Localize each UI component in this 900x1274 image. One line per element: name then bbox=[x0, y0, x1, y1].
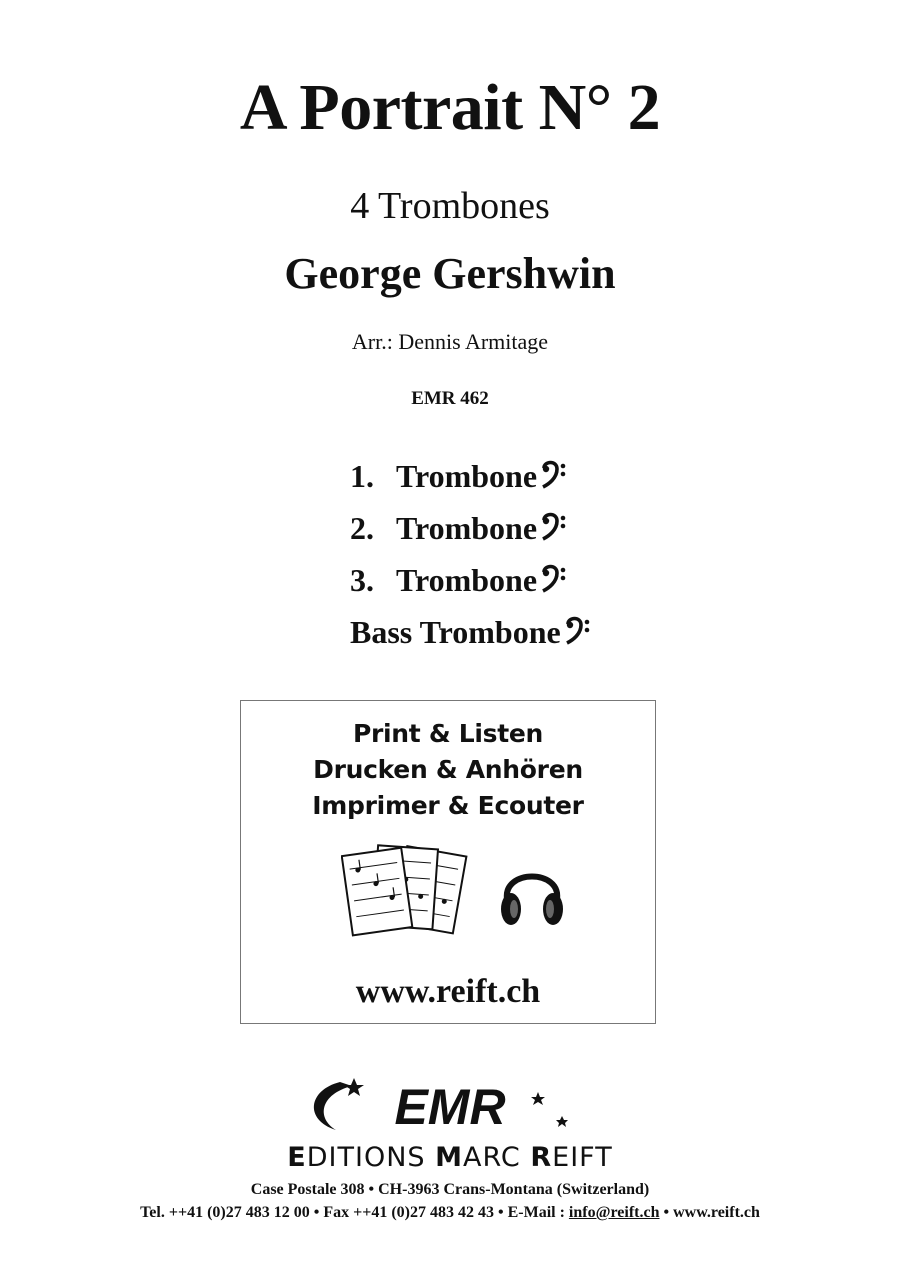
sheet-music-icon bbox=[341, 841, 475, 941]
emr-logo bbox=[300, 1072, 590, 1140]
print-listen-box bbox=[240, 700, 656, 1024]
part-name: Bass Trombone bbox=[350, 614, 561, 650]
part-item bbox=[350, 614, 591, 651]
part-item bbox=[350, 510, 567, 547]
promo-line-de: Drucken & Anhören bbox=[313, 755, 583, 784]
email-link[interactable]: info@reift.ch bbox=[568, 1204, 660, 1221]
star-icon bbox=[531, 1092, 545, 1105]
part-number: 3. bbox=[350, 562, 374, 598]
part-name: Trombone bbox=[396, 458, 538, 494]
part-item bbox=[350, 458, 567, 495]
bass-clef-icon bbox=[541, 563, 567, 593]
publisher-address: Case Postale 308 • CH-3963 Crans-Montana (Switzerland) bbox=[250, 1181, 650, 1198]
svg-text:EMR: EMR bbox=[394, 1079, 506, 1135]
part-name: Trombone bbox=[396, 510, 538, 546]
part-number: 1. bbox=[350, 458, 374, 494]
publisher-contact: Tel. ++41 (0)27 483 12 00 • Fax ++41 (0)27 483 42 43 • E-Mail : info@reift.ch • www.reift.ch bbox=[140, 1204, 760, 1221]
bass-clef-icon bbox=[541, 459, 567, 489]
star-icon bbox=[556, 1116, 568, 1127]
bass-clef-icon bbox=[565, 615, 591, 645]
composer: George Gershwin bbox=[284, 249, 616, 298]
bass-clef-icon bbox=[541, 511, 567, 541]
headphones-icon bbox=[497, 855, 567, 931]
promo-line-fr: Imprimer & Ecouter bbox=[312, 791, 584, 820]
promo-line-en: Print & Listen bbox=[352, 719, 544, 748]
instrumentation: 4 Trombones bbox=[350, 185, 550, 227]
website-link[interactable]: www.reift.ch bbox=[355, 973, 541, 1010]
part-item bbox=[350, 562, 567, 599]
arranger: Arr.: Dennis Armitage bbox=[351, 329, 549, 354]
page-title: A Portrait N° 2 bbox=[239, 71, 661, 144]
publisher-name: EDITIONS MARC REIFT bbox=[287, 1142, 613, 1173]
part-name: Trombone bbox=[396, 562, 538, 598]
star-icon bbox=[344, 1078, 364, 1096]
catalog-number: EMR 462 bbox=[411, 388, 489, 409]
part-number: 2. bbox=[350, 510, 374, 546]
